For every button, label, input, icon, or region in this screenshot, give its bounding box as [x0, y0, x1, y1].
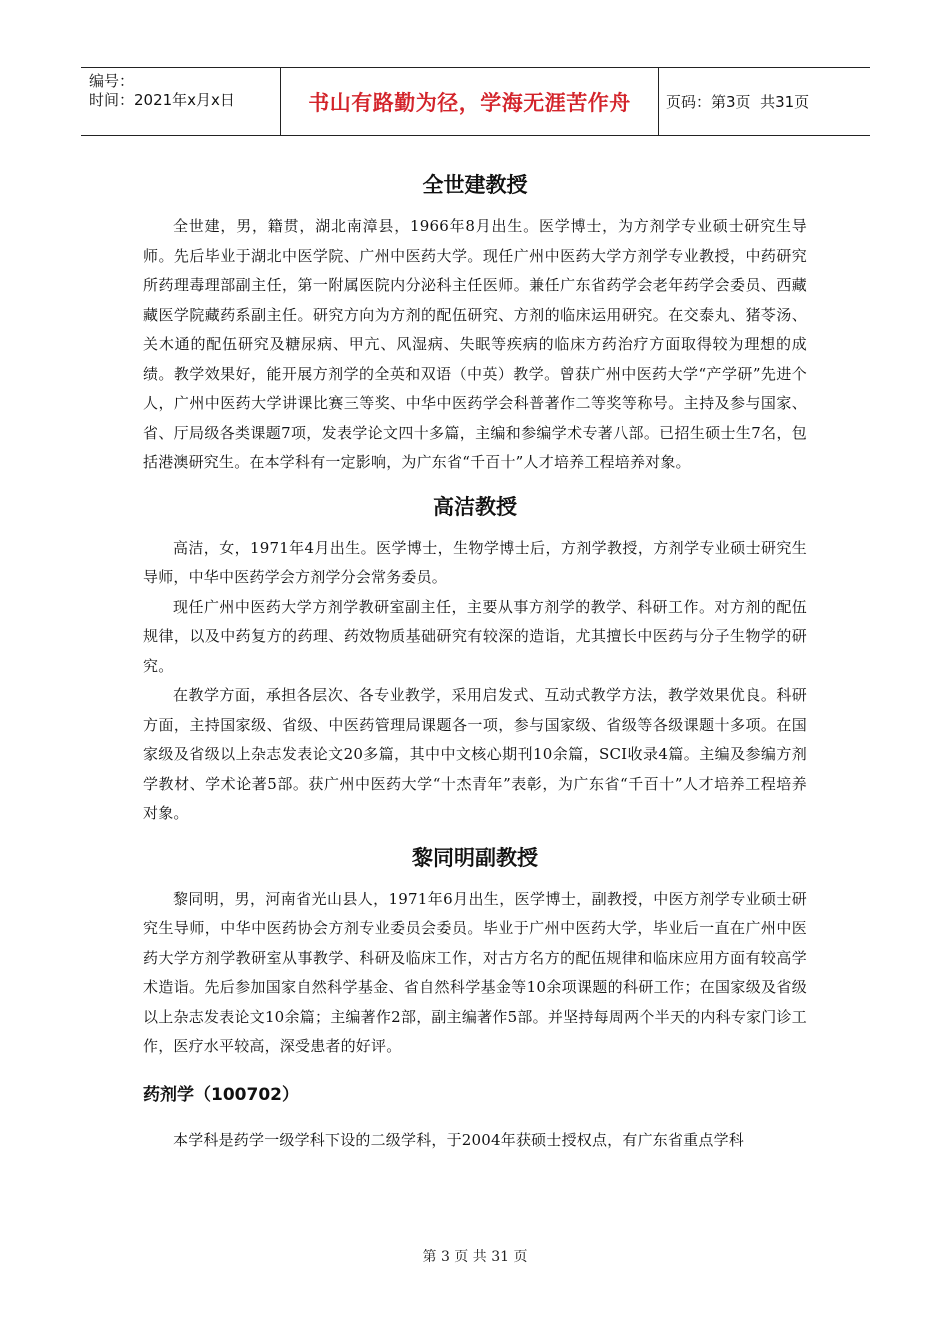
header-motto-cell	[281, 68, 659, 135]
section-title: 黎同明副教授	[412, 845, 538, 870]
profile-section	[143, 168, 807, 478]
serial-number-label: 编号：	[89, 72, 135, 90]
main-content	[143, 168, 807, 1155]
section-paragraph: 高洁，女，1971年4月出生。医学博士，生物学博士后，方剂学教授，方剂学专业硕士研究生导师，中华中医药学会方剂学分会常务委员。	[143, 538, 807, 586]
section-paragraph: 在教学方面，承担各层次、各专业教学，采用启发式、互动式教学方法，教学效果优良。科研方面，主持国家级、省级、中医药管理局课题各一项，参与国家级、省级等各级课题十多项。在国家级及省级以上杂志发表论文20多篇，其中中文核心期刊10余篇，SCI收录4篇。主编及参编方剂学教材、学术论著5部。获广州中医药大学“十杰青年”表彰，为广东省“千百十”人才培养工程培养对象。	[143, 686, 807, 822]
footer-page-number: 第 3 页 共 31 页	[422, 1249, 528, 1265]
section-title: 高洁教授	[433, 494, 517, 519]
header-page-cell	[659, 68, 870, 135]
profile-section	[143, 490, 807, 829]
section-paragraph: 现任广州中医药大学方剂学教研室副主任，主要从事方剂学的教学、科研工作。对方剂的配伍规律，以及中药复方的药理、药效物质基础研究有较深的造诣，尤其擅长中医药与分子生物学的研究。	[143, 597, 807, 675]
page-footer	[0, 1246, 950, 1266]
page-info-text: 页码：第3页 共31页	[666, 93, 810, 111]
subject-heading: 药剂学（100702）	[143, 1084, 299, 1105]
page-header	[81, 67, 870, 136]
profile-section	[143, 841, 807, 1062]
section-paragraph: 黎同明，男，河南省光山县人，1971年6月出生，医学博士，副教授，中医方剂学专业硕士研究生导师，中华中医药协会方剂专业委员会委员。毕业于广州中医药大学，毕业后一直在广州中医药大学方剂学教研室从事教学、科研及临床工作，对古方名方的配伍规律和临床应用方面有较高学术造诣。先后参加国家自然科学基金、省自然科学基金等10余项课题的科研工作；在国家级及省级以上杂志发表论文10余篇；主编著作2部，副主编著作5部。并坚持每周两个半天的内科专家门诊工作，医疗水平较高，深受患者的好评。	[143, 889, 807, 1055]
section-paragraph: 全世建，男，籍贯，湖北南漳县，1966年8月出生。医学博士，为方剂学专业硕士研究生导师。先后毕业于湖北中医学院、广州中医药大学。现任广州中医药大学方剂学专业教授，中药研究所药理毒理部副主任，第一附属医院内分泌科主任医师。兼任广东省药学会老年药学会委员、西藏藏医学院藏药系副主任。研究方向为方剂的配伍研究、方剂的临床运用研究。在交泰丸、猪苓汤、关木通的配伍研究及糖尿病、甲亢、风湿病、失眠等疾病的临床方药治疗方面取得较为理想的成绩。教学效果好，能开展方剂学的全英和双语（中英）教学。曾获广州中医药大学“产学研”先进个人，广州中医药大学讲课比赛三等奖、中华中医药学会科普著作二等奖等称号。主持及参与国家、省、厅局级各类课题7项，发表学论文四十多篇，主编和参编学术专著八部。已招生硕士生7名，包括港澳研究生。在本学科有一定影响，为广东省“千百十”人才培养工程培养对象。	[143, 217, 807, 471]
header-meta-cell	[81, 68, 281, 135]
motto-text: 书山有路勤为径，学海无涯苦作舟	[308, 90, 631, 115]
subject-paragraph: 本学科是药学一级学科下设的二级学科，于2004年获硕士授权点，有广东省重点学科	[173, 1130, 744, 1149]
subject-section	[143, 1080, 807, 1156]
section-title: 全世建教授	[422, 173, 528, 197]
date-label: 时间：2021年x月x日	[89, 91, 235, 109]
